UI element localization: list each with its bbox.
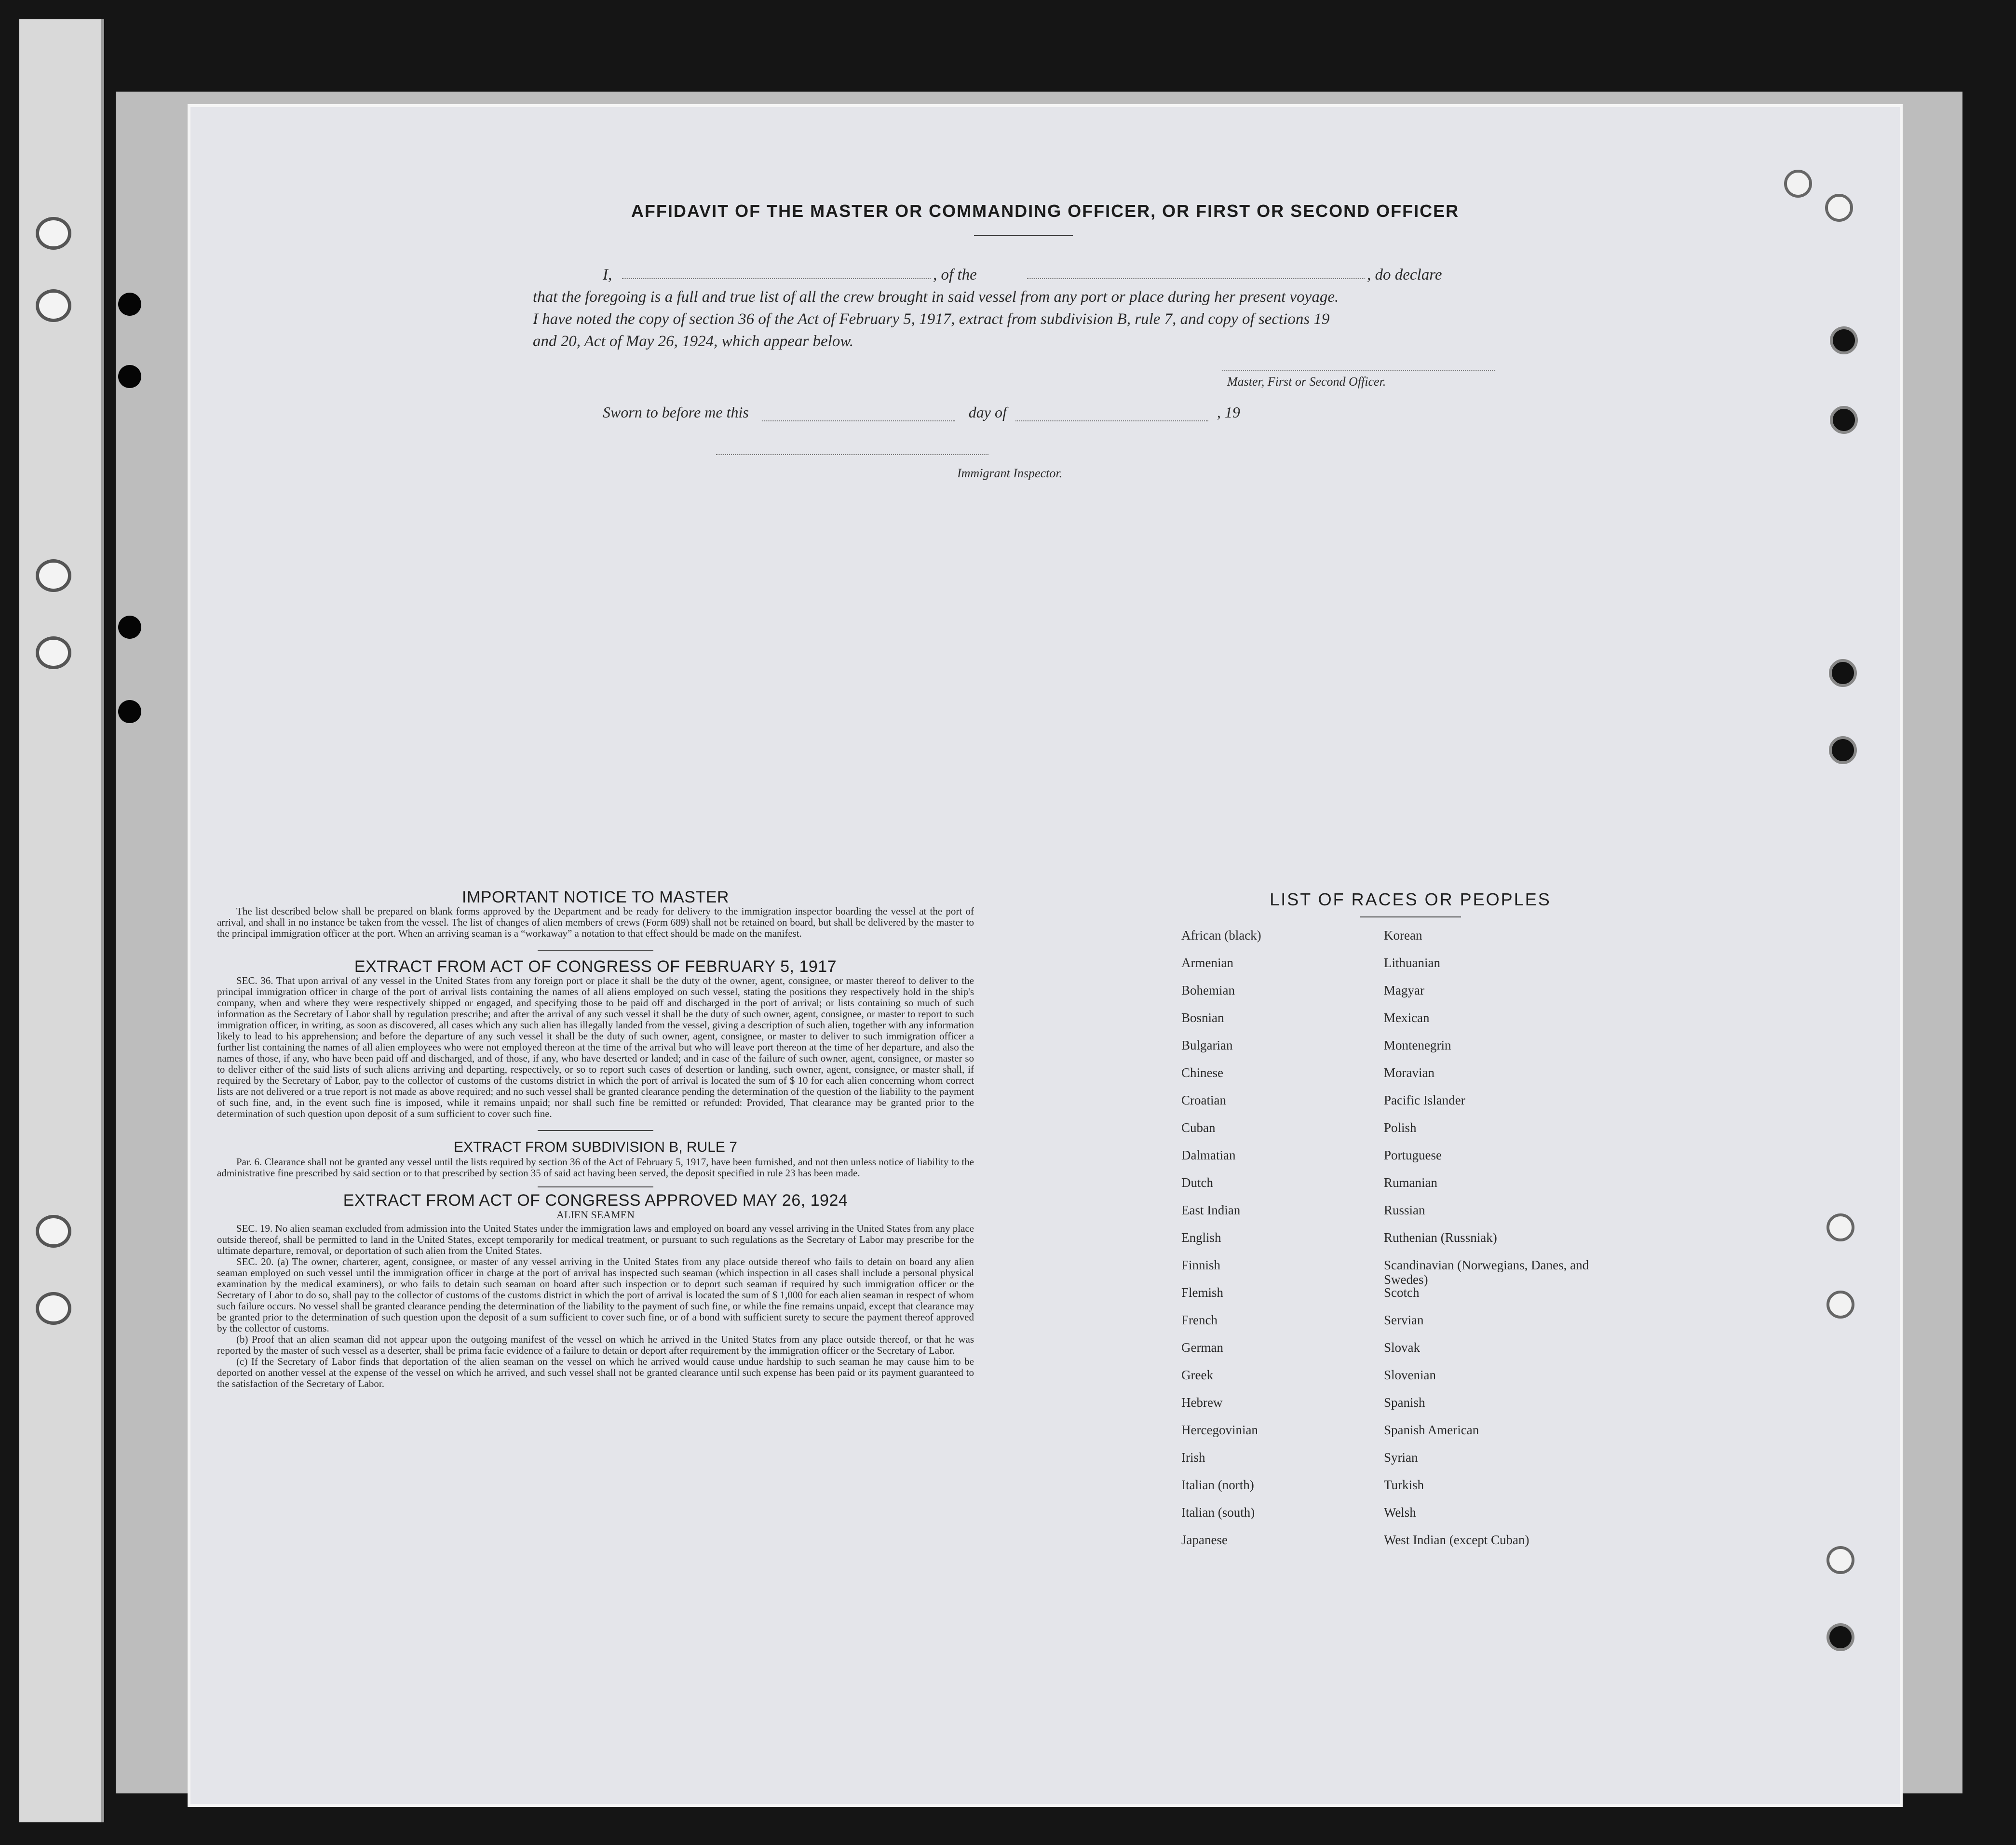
races-title: LIST OF RACES OR PEOPLES bbox=[1270, 889, 1551, 909]
race-item: Japanese bbox=[1181, 1533, 1228, 1547]
race-item: Hercegovinian bbox=[1181, 1423, 1258, 1437]
sworn-line bbox=[603, 404, 1240, 421]
title-rule bbox=[974, 235, 1073, 236]
race-item: Chinese bbox=[1181, 1065, 1223, 1080]
punch-hole bbox=[36, 636, 71, 669]
binder-hole bbox=[1830, 406, 1858, 434]
race-item: Slovak bbox=[1384, 1340, 1421, 1355]
declaration-line-3: I have noted the copy of section 36 of the Act of February 5, 1917, extract from subdivision B, rule 7, and copy of sections 19 bbox=[533, 310, 1330, 328]
declaration-i: I, bbox=[603, 266, 612, 283]
race-item: Russian bbox=[1384, 1203, 1425, 1217]
binder-hole bbox=[1827, 1546, 1854, 1574]
declaration-line-4: and 20, Act of May 26, 1924, which appear below. bbox=[533, 333, 854, 350]
race-item: Polish bbox=[1384, 1120, 1417, 1135]
race-item: Flemish bbox=[1181, 1285, 1224, 1300]
month-blank bbox=[1015, 406, 1208, 421]
day-blank bbox=[762, 406, 955, 421]
race-item: Rumanian bbox=[1384, 1175, 1437, 1190]
race-item: Bulgarian bbox=[1181, 1038, 1233, 1052]
extract-rule7-text: Par. 6. Clearance shall not be granted any vessel until the lists required by section 36 of the Act of February 5, 1917, have been furnished, and not then unless notice of liability to the administrative fine prescribed by said section or to that prescribed by section 35 of said act having been served, the deposit specified in rule 23 has been made. bbox=[217, 1156, 974, 1179]
race-item: East Indian bbox=[1181, 1203, 1241, 1217]
day-of-text: day of bbox=[968, 404, 1007, 421]
declaration-text bbox=[533, 264, 1516, 352]
binder-hole bbox=[1827, 1213, 1854, 1241]
race-item: Turkish bbox=[1384, 1478, 1424, 1492]
extract-1924-title: EXTRACT FROM ACT OF CONGRESS APPROVED MAY 26, 1924 bbox=[343, 1191, 848, 1210]
extract-1917-text: SEC. 36. That upon arrival of any vessel in the United States from any foreign port or place it shall be the duty of the owner, agent, consignee, or master thereof to deliver to the principal immigration officer in charge of the port of arrival lists containing the names of all aliens employed on such vessel, stating the positions they respectively hold in the ship's company, when and where they were respectively shipped or engaged, and specifying those to be paid off and discharged in the port of arrival; or lists containing so much of such information as the Secretary of Labor shall by regulation prescribe; and after the arrival of any such vessel it shall be the duty of such owner, agent, consignee, or master to report to such immigration officer, in writing, as soon as discovered, all cases which any such alien has illegally landed from the vessel, giving a description of such alien, together with any information likely to lead to his apprehension; and before the departure of any such vessel it shall be the duty of such owner, agent, consignee, or master to deliver to such immigration officer a further list containing the names of all alien employees who were not employed thereon at the time of the arrival but who will leave port thereon at the time of her departure, and also the names of those, if any, who have been paid off and discharged, and of those, if any, who have deserted or landed; and in case of the failure of such owner, agent, consignee, or master so to deliver either of the said lists of such aliens arriving and departing, respectively, or so to report such cases of desertion or landing, such owner, agent, consignee, or master shall, if required by the Secretary of Labor, pay to the collector of customs of the customs district in which the port of arrival is located the sum of $ 10 for each alien concerning whom correct lists are not delivered or a true report is not made as above required; and no such vessel shall be granted clearance pending the determination of the question of the liability to the payment of such fine, and, in the event such fine is imposed, while it remains unpaid; nor shall such fine be remitted or refunded: Provided, That clearance may be granted prior to the determination of such question upon deposit of a sum sufficient to cover such fine. bbox=[217, 975, 974, 1119]
race-item: French bbox=[1181, 1313, 1218, 1327]
inspector-signature-line bbox=[716, 454, 988, 455]
binder-hole bbox=[1829, 659, 1857, 687]
binder-hole bbox=[118, 616, 141, 639]
master-signature-line bbox=[1222, 370, 1495, 371]
race-item: Cuban bbox=[1181, 1120, 1216, 1135]
section-divider bbox=[538, 1130, 653, 1131]
extract-1924-sec20b: (b) Proof that an alien seaman did not appear upon the outgoing manifest of the vessel on which he arrived in the United States from any place outside thereof, or that he was reported by the master of such vessel as a deserter, shall be prima facie evidence of a failure to detain or deport after requirement by the immigration officer or the Secretary of Labor. bbox=[217, 1333, 974, 1356]
declaration-of-the: , of the bbox=[933, 266, 977, 283]
races-rule bbox=[1360, 916, 1461, 917]
race-item: African (black) bbox=[1181, 928, 1261, 943]
declaration-line-2: that the foregoing is a full and true list of all the crew brought in said vessel from any port or place during her present voyage. bbox=[533, 288, 1339, 306]
race-item: Scotch bbox=[1384, 1285, 1420, 1300]
race-item: Bohemian bbox=[1181, 983, 1235, 997]
extract-1924-sec19: SEC. 19. No alien seaman excluded from admission into the United States under the immigration laws and employed on board any vessel arriving in the United States from any place outside thereof, shall be permitted to land in the United States, except temporarily for medical treatment, or pursuant to such regulations as the Secretary of Labor may prescribe for the ultimate departure, removal, or deportation of such alien from the United States. bbox=[217, 1223, 974, 1256]
race-item: Korean bbox=[1384, 928, 1422, 943]
binder-hole bbox=[1784, 170, 1812, 198]
race-item: English bbox=[1181, 1230, 1221, 1245]
binder-hole bbox=[1829, 736, 1857, 764]
section-divider bbox=[538, 950, 653, 951]
race-item: Slovenian bbox=[1384, 1368, 1436, 1382]
affidavit-title: AFFIDAVIT OF THE MASTER OR COMMANDING OFFICER, OR FIRST OR SECOND OFFICER bbox=[631, 201, 1460, 221]
race-item: Finnish bbox=[1181, 1258, 1221, 1272]
extract-1924-sec20a: SEC. 20. (a) The owner, charterer, agent, consignee, or master of any vessel arriving in the United States from any place outside thereof who fails to detain on board any alien seaman employed on such vessel until the immigration officer in charge at the port of arrival has inspected such seaman (which inspection in all cases shall include a personal physical examination by the medical examiners), or who fails to detain such seaman on board after such inspection or to deport such seaman if required by such immigration officer or the Secretary of Labor to do so, shall pay to the collector of customs of the customs district in which the port of arrival is located the sum of $ 1,000 for each alien seaman in respect of whom such failure occurs. No vessel shall be granted clearance pending the determination of the liability to the payment of such fine, or while the fine remains unpaid, except that clearance may be granted prior to the determination of such question upon the deposit of a sum sufficient to cover such fine, or of a bond with sufficient surety to secure the payment thereof approved by the collector of customs. bbox=[217, 1256, 974, 1334]
declaration-do-declare: , do declare bbox=[1367, 266, 1442, 283]
notice-title: IMPORTANT NOTICE TO MASTER bbox=[462, 888, 729, 906]
punch-hole bbox=[36, 1215, 71, 1248]
races-grid bbox=[1181, 928, 1639, 1560]
race-item: Servian bbox=[1384, 1313, 1424, 1327]
binding-strip bbox=[19, 19, 104, 1822]
race-item: Bosnian bbox=[1181, 1010, 1224, 1025]
race-item: Portuguese bbox=[1384, 1148, 1442, 1162]
race-item: Spanish bbox=[1384, 1395, 1425, 1410]
notice-text: The list described below shall be prepared on blank forms approved by the Department and be ready for delivery to the immigration inspector boarding the vessel at the port of arrival, and shall in no instance be taken from the vessel. The list of changes of alien members of crews (Form 689) shall not be retained on board, but shall be delivered by the master to the principal immigration officer at the port. When an arriving seaman is a “workaway” a notation to that effect should be made on the manifest. bbox=[217, 905, 974, 939]
race-item: Dutch bbox=[1181, 1175, 1213, 1190]
declaration-line-1 bbox=[533, 264, 1516, 286]
race-item: Ruthenian (Russniak) bbox=[1384, 1230, 1497, 1245]
extract-rule7-title: EXTRACT FROM SUBDIVISION B, RULE 7 bbox=[454, 1139, 737, 1155]
race-item: Italian (south) bbox=[1181, 1505, 1255, 1520]
binder-hole bbox=[118, 700, 141, 723]
binder-hole bbox=[118, 293, 141, 316]
race-item: Croatian bbox=[1181, 1093, 1226, 1107]
binder-hole bbox=[1827, 1623, 1854, 1651]
race-item: Syrian bbox=[1384, 1450, 1418, 1465]
race-item: Greek bbox=[1181, 1368, 1213, 1382]
sworn-text: Sworn to before me this bbox=[603, 404, 749, 421]
race-item: Lithuanian bbox=[1384, 956, 1440, 970]
binder-hole bbox=[1827, 1291, 1854, 1319]
punch-hole bbox=[36, 559, 71, 592]
year-text: , 19 bbox=[1217, 404, 1240, 421]
master-label: Master, First or Second Officer. bbox=[1227, 375, 1386, 389]
races-list bbox=[1181, 889, 1639, 1560]
race-item: Montenegrin bbox=[1384, 1038, 1451, 1052]
punch-hole bbox=[36, 1292, 71, 1325]
binder-hole bbox=[118, 365, 141, 388]
inspector-label: Immigrant Inspector. bbox=[957, 466, 1063, 480]
name-blank bbox=[622, 264, 931, 279]
race-item: Spanish American bbox=[1384, 1423, 1479, 1437]
vessel-blank bbox=[1027, 264, 1365, 279]
race-item: Moravian bbox=[1384, 1065, 1434, 1080]
punch-hole bbox=[36, 289, 71, 322]
race-item: Magyar bbox=[1384, 983, 1424, 997]
race-item: Italian (north) bbox=[1181, 1478, 1254, 1492]
extract-1924-subtitle: ALIEN SEAMEN bbox=[556, 1209, 635, 1221]
race-item: German bbox=[1181, 1340, 1223, 1355]
race-item: Irish bbox=[1181, 1450, 1205, 1465]
extract-1917-title: EXTRACT FROM ACT OF CONGRESS OF FEBRUARY 5, 1917 bbox=[354, 957, 837, 976]
race-item: Hebrew bbox=[1181, 1395, 1223, 1410]
race-item: Dalmatian bbox=[1181, 1148, 1236, 1162]
extract-1924-sec20c: (c) If the Secretary of Labor finds that deportation of the alien seaman on the vessel on which he arrived would cause undue hardship to such seaman he may cause him to be deported on another vessel at the expense of the vessel on which he arrived, and such vessel shall not be granted clearance until such expense has been paid or its payment guaranteed to the satisfaction of the Secretary of Labor. bbox=[217, 1356, 974, 1389]
race-item: West Indian (except Cuban) bbox=[1384, 1533, 1529, 1547]
race-item: Welsh bbox=[1384, 1505, 1416, 1520]
race-item: Mexican bbox=[1384, 1010, 1430, 1025]
race-item: Armenian bbox=[1181, 956, 1233, 970]
legal-notices bbox=[217, 888, 974, 1389]
race-item: Pacific Islander bbox=[1384, 1093, 1465, 1107]
section-divider bbox=[538, 1186, 653, 1187]
binder-hole bbox=[1830, 326, 1858, 354]
punch-hole bbox=[36, 217, 71, 250]
race-item: Scandinavian (Norwegians, Danes, and Swedes) bbox=[1384, 1258, 1589, 1287]
